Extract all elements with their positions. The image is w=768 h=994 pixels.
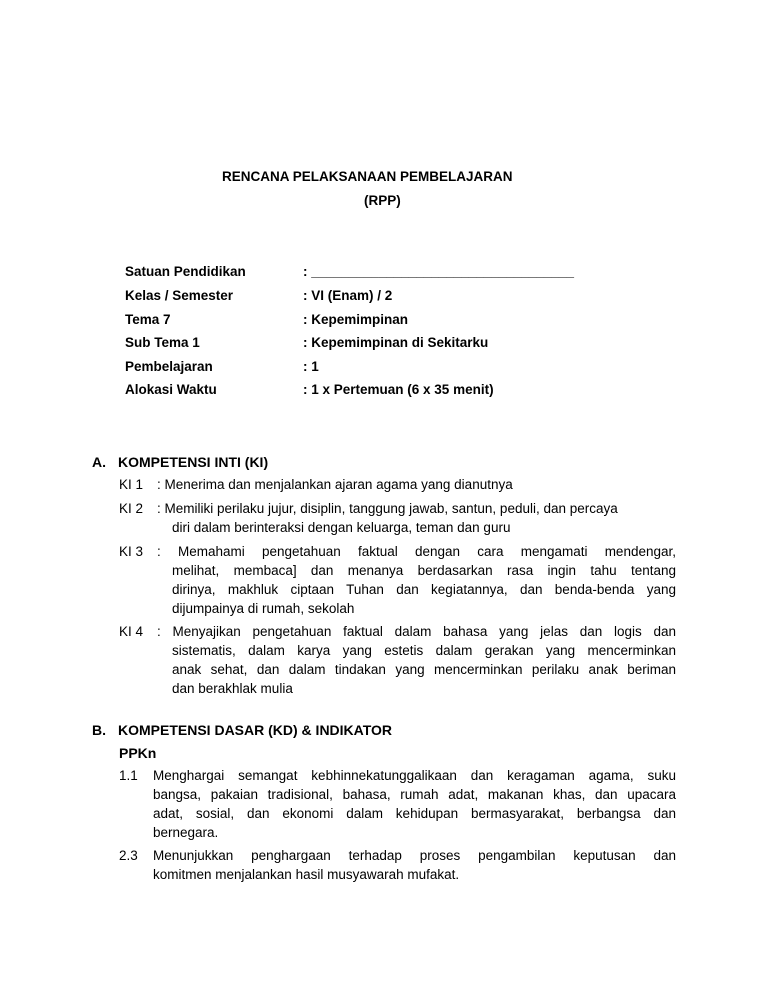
ki-code: KI 1: [119, 477, 144, 492]
ki-code: KI 3: [119, 544, 144, 559]
page-title: RENCANA PELAKSANAAN PEMBELAJARAN: [222, 169, 513, 184]
info-label: Satuan Pendidikan: [125, 264, 246, 279]
ki-text-line: anak sehat, dan dalam tindakan yang mencerminkan perilaku anak beriman: [172, 662, 676, 677]
ki-text-line: melihat, membaca] dan menanya berdasarkan rasa ingin tahu tentang: [172, 563, 676, 578]
info-label: Pembelajaran: [125, 359, 213, 374]
kd-text-line: adat, sosial, dan ekonomi dalam kehidupan bermasyarakat, berbangsa dan: [153, 806, 676, 821]
info-value: : Kepemimpinan: [303, 312, 409, 327]
ki-text-line: dan berakhlak mulia: [172, 681, 293, 696]
kd-text-line: bangsa, pakaian tradisional, bahasa, rumah adat, makanan khas, dan upacara: [153, 787, 676, 802]
ki-text-line: : Menerima dan menjalankan ajaran agama yang dianutnya: [157, 477, 513, 492]
ki-text-line: dirinya, makhluk ciptaan Tuhan dan kegiatannya, dan benda-benda yang: [172, 582, 676, 597]
section-a-letter: A.: [92, 454, 106, 470]
page-subtitle: (RPP): [364, 193, 401, 208]
info-value: : 1: [303, 359, 319, 374]
ki-text-line: sistematis, dalam karya yang estetis dalam gerakan yang mencerminkan: [172, 643, 676, 658]
section-b-letter: B.: [92, 722, 106, 738]
ki-text-line: diri dalam berinteraksi dengan keluarga, teman dan guru: [172, 520, 511, 535]
info-value: : VI (Enam) / 2: [303, 288, 393, 303]
kd-code: 2.3: [119, 848, 138, 863]
info-value: : ___________________________________: [303, 264, 575, 279]
ki-text-line: : Memiliki perilaku jujur, disiplin, tanggung jawab, santun, peduli, dan percaya: [157, 501, 618, 516]
ki-text-line: : Menyajikan pengetahuan faktual dalam bahasa yang jelas dan logis dan: [157, 624, 676, 639]
info-value: : 1 x Pertemuan (6 x 35 menit): [303, 382, 494, 397]
subject-title: PPKn: [119, 745, 157, 761]
ki-code: KI 2: [119, 501, 144, 516]
kd-text-line: komitmen menjalankan hasil musyawarah mufakat.: [153, 867, 460, 882]
ki-code: KI 4: [119, 624, 144, 639]
kd-code: 1.1: [119, 768, 138, 783]
kd-text-line: bernegara.: [153, 825, 219, 840]
ki-text-line: dijumpainya di rumah, sekolah: [172, 601, 355, 616]
info-value: : Kepemimpinan di Sekitarku: [303, 335, 489, 350]
kd-text-line: Menghargai semangat kebhinnekatunggalikaan dan keragaman agama, suku: [153, 768, 676, 783]
kd-text-line: Menunjukkan penghargaan terhadap proses pengambilan keputusan dan: [153, 848, 676, 863]
ki-text-line: : Memahami pengetahuan faktual dengan cara mengamati mendengar,: [157, 544, 676, 559]
section-a-heading: KOMPETENSI INTI (KI): [118, 454, 269, 470]
info-label: Kelas / Semester: [125, 288, 234, 303]
info-label: Alokasi Waktu: [125, 382, 217, 397]
info-label: Tema 7: [125, 312, 171, 327]
section-b-heading: KOMPETENSI DASAR (KD) & INDIKATOR: [118, 722, 393, 738]
info-label: Sub Tema 1: [125, 335, 200, 350]
